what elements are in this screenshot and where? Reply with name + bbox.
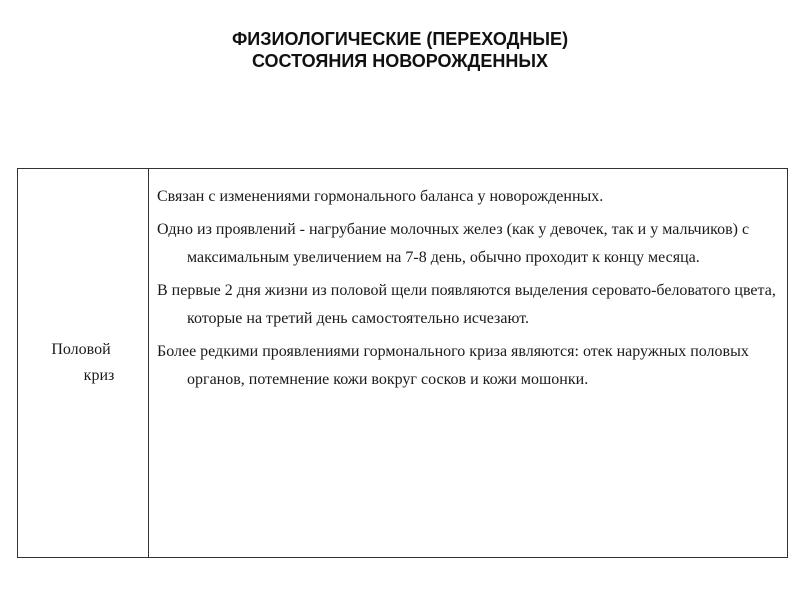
term-cell [18,169,149,558]
description-paragraph-3: В первые 2 дня жизни из половой щели появляются выделения серовато-беловатого цвета, которые на третий день самостоятельно исчезают. [157,282,776,327]
info-table [17,168,788,558]
term-label-line-1: Половой [51,341,111,358]
page-title [0,28,800,72]
description-paragraph-4: Более редкими проявлениями гормонального криза являются: отек наружных половых органов, потемнение кожи вокруг сосков и кожи мошонки. [157,343,749,388]
page-title-line-2: СОСТОЯНИЯ НОВОРОЖДЕННЫХ [251,51,549,71]
term-label-line-2: криз [83,367,115,384]
description-cell [149,169,788,558]
table-row [18,169,788,558]
description-paragraph-1: Связан с изменениями гормонального баланса у новорожденных. [157,188,604,205]
description-paragraph-2: Одно из проявлений - нагрубание молочных желез (как у девочек, так и у мальчиков) с максимальным увеличением на 7-8 день, обычно проходит к концу месяца. [157,221,750,266]
page-title-line-1: ФИЗИОЛОГИЧЕСКИЕ (ПЕРЕХОДНЫЕ) [231,29,569,49]
